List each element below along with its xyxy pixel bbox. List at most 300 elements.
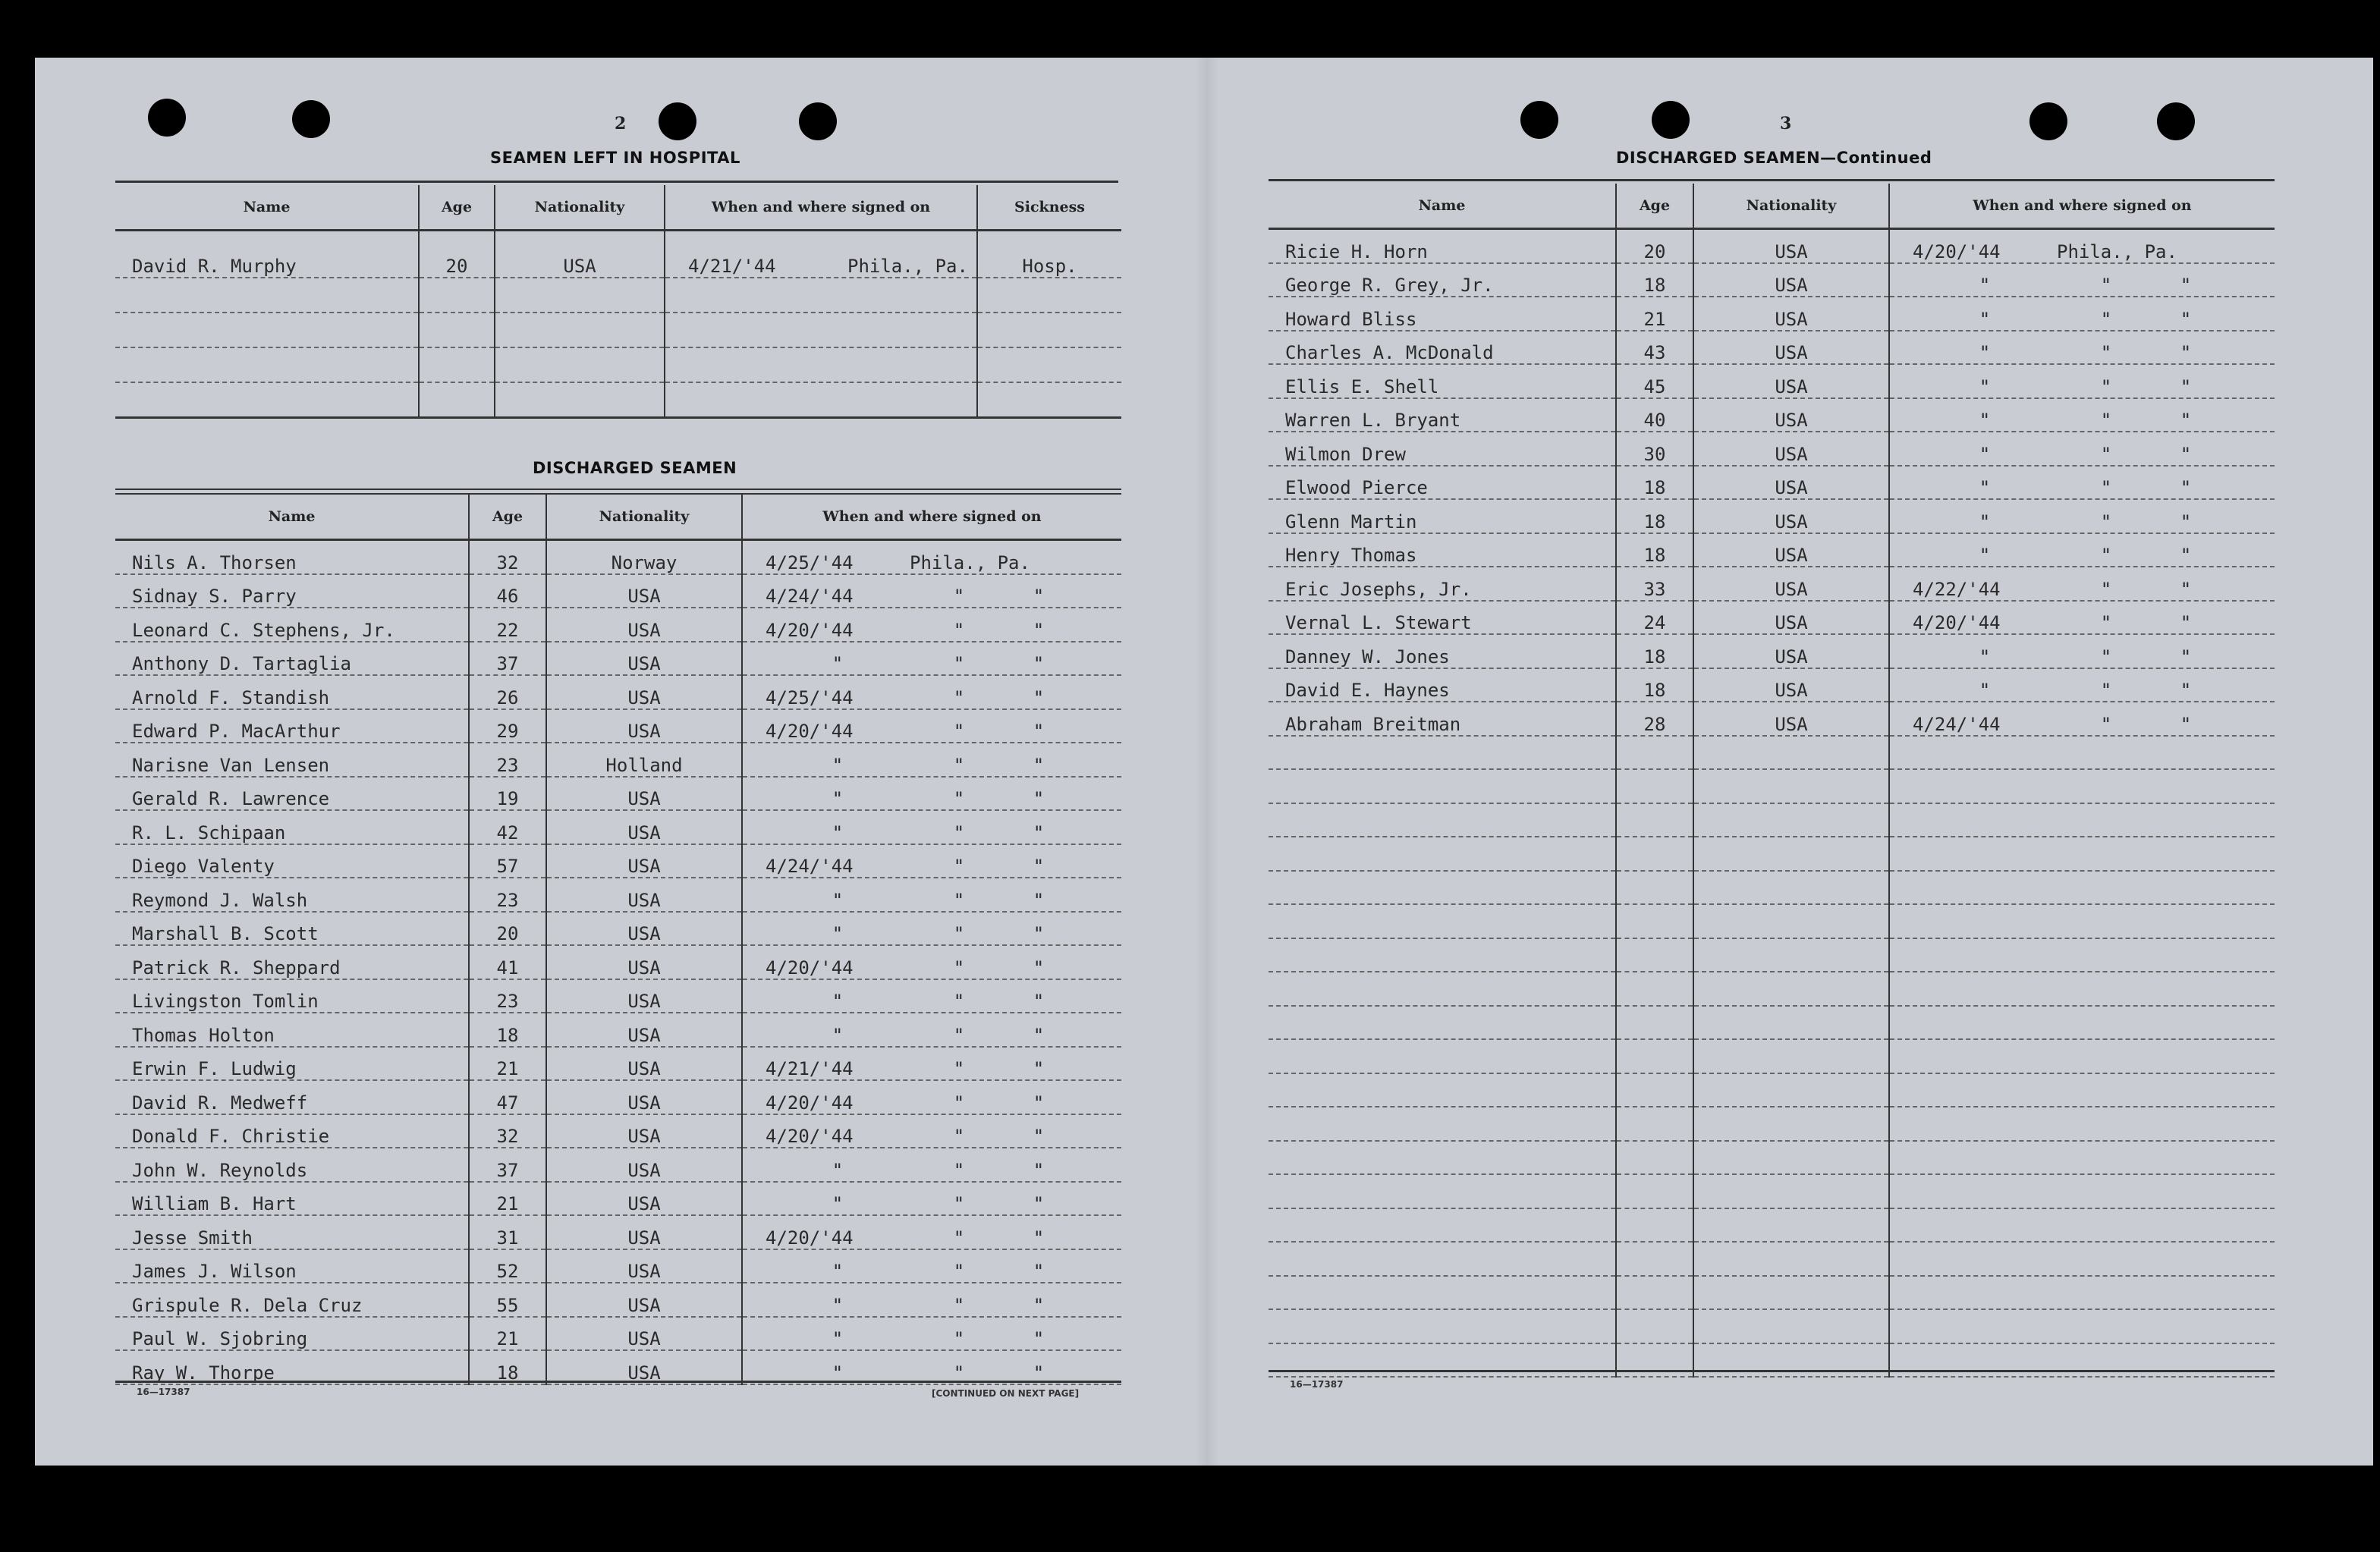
table-row <box>115 945 1121 979</box>
seaman-nationality: Norway <box>546 540 742 574</box>
signed-state: " <box>1033 822 1045 844</box>
seaman-name <box>1269 837 1616 871</box>
signed-on <box>1889 466 2275 500</box>
signed-on <box>742 1114 1121 1148</box>
signed-date: " <box>832 1024 844 1046</box>
signed-date: 4/22/'44 <box>1913 578 2001 600</box>
seaman-nationality: USA <box>546 979 742 1013</box>
seaman-nationality <box>1693 803 1889 837</box>
signed-place: " <box>953 822 965 844</box>
punch-hole <box>1520 101 1558 139</box>
seaman-nationality: USA <box>546 574 742 608</box>
seaman-age: 19 <box>469 777 546 811</box>
table-row <box>115 912 1121 946</box>
table-row <box>1269 1174 2275 1208</box>
signed-on <box>1889 499 2275 533</box>
signed-date: " <box>832 1261 844 1282</box>
signed-state: " <box>2180 713 2192 735</box>
signed-on <box>742 608 1121 642</box>
seaman-age: 37 <box>469 1148 546 1182</box>
seaman-nationality <box>1693 1039 1889 1073</box>
signed-on <box>1889 297 2275 331</box>
signed-on <box>742 878 1121 912</box>
table-row <box>1269 601 2275 635</box>
seaman-name: Elwood Pierce <box>1269 466 1616 500</box>
table-row <box>115 1283 1121 1317</box>
table-row <box>1269 1242 2275 1276</box>
signed-state: " <box>1033 1058 1045 1079</box>
seaman-nationality: USA <box>546 1148 742 1182</box>
signed-on <box>742 1249 1121 1283</box>
seaman-nationality: Holland <box>546 743 742 777</box>
table-row <box>1269 972 2275 1006</box>
seaman-age: 18 <box>469 1013 546 1047</box>
seaman-age: 20 <box>1616 229 1693 263</box>
seaman-name: Abraham Breitman <box>1269 702 1616 736</box>
table-row <box>115 540 1121 574</box>
seaman-nationality <box>1693 904 1889 938</box>
table-row <box>115 382 1121 418</box>
table-row <box>115 1047 1121 1081</box>
seaman-name <box>1269 1174 1616 1208</box>
continued-note: [CONTINUED ON NEXT PAGE] <box>932 1388 1080 1399</box>
seaman-name <box>1269 736 1616 770</box>
signed-on <box>1889 1039 2275 1073</box>
discharged-table <box>115 495 1121 1385</box>
right-top-rule <box>1269 179 2275 181</box>
table-row <box>115 777 1121 811</box>
seaman-nationality: USA <box>546 945 742 979</box>
signed-date: " <box>832 653 844 674</box>
col-header-name: Name <box>1269 184 1616 229</box>
seaman-nationality: USA <box>546 1114 742 1148</box>
table-row <box>115 844 1121 878</box>
seaman-nationality <box>1693 736 1889 770</box>
table-row <box>1269 1309 2275 1343</box>
seaman-age <box>1616 1006 1693 1040</box>
signed-place: " <box>953 721 965 742</box>
seaman-name: Leonard C. Stephens, Jr. <box>115 608 469 642</box>
signed-date: " <box>832 788 844 809</box>
table-row <box>115 1182 1121 1216</box>
signed-date: 4/25/'44 <box>766 686 854 708</box>
signed-state: " <box>1033 1193 1045 1214</box>
table-row <box>1269 364 2275 398</box>
punch-hole <box>292 100 330 138</box>
signed-on <box>1889 432 2275 466</box>
table-row <box>1269 1276 2275 1310</box>
punch-hole <box>148 99 186 137</box>
signed-place: " <box>2100 410 2112 431</box>
col-header-name: Name <box>115 495 469 540</box>
seaman-age: 22 <box>469 608 546 642</box>
table-row <box>1269 769 2275 803</box>
seaman-name: Thomas Holton <box>115 1013 469 1047</box>
seaman-nationality: USA <box>1693 567 1889 601</box>
table-row <box>1269 871 2275 905</box>
seaman-nationality: USA <box>546 1080 742 1114</box>
signed-state: " <box>2180 646 2192 668</box>
form-number-left: 16—17387 <box>137 1387 190 1397</box>
signed-place: " <box>953 1328 965 1349</box>
col-header-sickness: Sickness <box>977 185 1121 231</box>
signed-date: " <box>1979 275 1991 296</box>
seaman-age: 18 <box>1616 499 1693 533</box>
seaman-age: 31 <box>469 1215 546 1249</box>
signed-on <box>1889 1208 2275 1243</box>
signed-place: " <box>2100 375 2112 397</box>
signed-place: " <box>2100 680 2112 701</box>
signed-state: " <box>1033 991 1045 1012</box>
signed-state: " <box>2180 342 2192 363</box>
signed-on <box>742 574 1121 608</box>
seaman-age: 32 <box>469 540 546 574</box>
table-row <box>1269 837 2275 871</box>
discharged-continued-table <box>1269 184 2275 1378</box>
seaman-age <box>1616 1208 1693 1243</box>
col-header-age: Age <box>1616 184 1693 229</box>
signed-place: " <box>2100 511 2112 533</box>
signed-on <box>742 540 1121 574</box>
signed-date: " <box>1979 477 1991 498</box>
seaman-name <box>1269 1208 1616 1243</box>
signed-place: " <box>953 586 965 607</box>
seaman-age: 57 <box>469 844 546 878</box>
table-row <box>1269 702 2275 736</box>
seaman-name: Arnold F. Standish <box>115 675 469 709</box>
signed-on <box>1889 1141 2275 1175</box>
signed-date: 4/20/'44 <box>1913 612 2001 633</box>
signed-place: " <box>2100 545 2112 566</box>
signed-on <box>1889 769 2275 803</box>
signed-state: " <box>2180 375 2192 397</box>
table-row <box>1269 1141 2275 1175</box>
seaman-age <box>1616 1039 1693 1073</box>
form-number-right: 16—17387 <box>1290 1379 1344 1390</box>
table-row <box>1269 634 2275 668</box>
signed-state: " <box>2180 612 2192 633</box>
signed-state: " <box>1033 1328 1045 1349</box>
signed-date: " <box>832 1328 844 1349</box>
seaman-nationality: USA <box>1693 297 1889 331</box>
hospital-table <box>115 185 1121 419</box>
signed-place: " <box>953 1362 965 1384</box>
signed-place: " <box>953 788 965 809</box>
table-row <box>1269 533 2275 567</box>
punch-hole <box>659 102 696 140</box>
seaman-name: David R. Medweff <box>115 1080 469 1114</box>
signed-on <box>1889 1242 2275 1276</box>
col-header-nationality: Nationality <box>546 495 742 540</box>
seaman-name: Anthony D. Tartaglia <box>115 642 469 676</box>
signed-on <box>1889 1276 2275 1310</box>
signed-state: " <box>1033 1362 1045 1384</box>
signed-on <box>1889 904 2275 938</box>
seaman-age: 20 <box>419 231 495 278</box>
seaman-age <box>1616 803 1693 837</box>
signed-on <box>1889 702 2275 736</box>
seaman-name: Grispule R. Dela Cruz <box>115 1283 469 1317</box>
signed-on <box>742 1350 1121 1384</box>
table-row <box>115 1350 1121 1384</box>
seaman-nationality: USA <box>1693 331 1889 365</box>
seaman-nationality <box>1693 1276 1889 1310</box>
table-row <box>115 642 1121 676</box>
seaman-nationality: USA <box>1693 668 1889 702</box>
seaman-name <box>1269 1039 1616 1073</box>
seaman-age <box>1616 736 1693 770</box>
seaman-name: William B. Hart <box>115 1182 469 1216</box>
punch-hole <box>2157 102 2195 140</box>
table-row <box>1269 938 2275 972</box>
seaman-age: 41 <box>469 945 546 979</box>
seaman-name: Henry Thomas <box>1269 533 1616 567</box>
signed-date: " <box>1979 342 1991 363</box>
signed-on <box>742 912 1121 946</box>
seaman-age <box>1616 1107 1693 1141</box>
signed-date: " <box>1979 545 1991 566</box>
seaman-name: Ricie H. Horn <box>1269 229 1616 263</box>
seaman-age: 37 <box>469 642 546 676</box>
left-bottom-rule <box>115 1381 1121 1383</box>
seaman-age <box>1616 938 1693 972</box>
seaman-nationality: USA <box>1693 398 1889 432</box>
table-row <box>115 313 1121 347</box>
table-row <box>1269 1107 2275 1141</box>
seaman-nationality: USA <box>1693 533 1889 567</box>
signed-date: " <box>832 1159 844 1181</box>
seaman-age: 40 <box>1616 398 1693 432</box>
signed-state: " <box>1033 889 1045 911</box>
signed-place: " <box>953 1126 965 1147</box>
signed-date: " <box>832 822 844 844</box>
seaman-age: 21 <box>1616 297 1693 331</box>
seaman-age: 21 <box>469 1047 546 1081</box>
signed-on <box>742 1047 1121 1081</box>
seaman-name: Wilmon Drew <box>1269 432 1616 466</box>
seaman-name <box>1269 938 1616 972</box>
signed-on <box>1889 803 2275 837</box>
signed-on <box>742 979 1121 1013</box>
seaman-name: R. L. Schipaan <box>115 810 469 844</box>
seaman-name: Narisne Van Lensen <box>115 743 469 777</box>
table-row <box>115 1080 1121 1114</box>
signed-state: " <box>1033 619 1045 641</box>
signed-date: " <box>832 1294 844 1316</box>
seaman-nationality: USA <box>546 1047 742 1081</box>
table-row <box>115 979 1121 1013</box>
signed-state: " <box>2180 308 2192 330</box>
signed-state: " <box>1033 957 1045 979</box>
table-row <box>115 1148 1121 1182</box>
seaman-nationality <box>1693 837 1889 871</box>
signed-date: 4/20/'44 <box>766 721 854 742</box>
signed-on <box>742 1182 1121 1216</box>
signed-date: " <box>1979 680 1991 701</box>
signed-on <box>1889 938 2275 972</box>
table-row <box>115 278 1121 313</box>
signed-on <box>1889 972 2275 1006</box>
seaman-age <box>1616 1174 1693 1208</box>
seaman-name <box>1269 871 1616 905</box>
signed-on <box>1889 229 2275 263</box>
signed-state: " <box>1033 586 1045 607</box>
seaman-nationality <box>1693 972 1889 1006</box>
punch-hole <box>799 102 837 140</box>
col-header-signed-on: When and where signed on <box>665 185 977 231</box>
seaman-name <box>1269 904 1616 938</box>
seaman-name <box>1269 803 1616 837</box>
signed-state: " <box>1033 1261 1045 1282</box>
signed-on <box>742 1215 1121 1249</box>
seaman-name: Glenn Martin <box>1269 499 1616 533</box>
page-fold <box>1196 58 1218 1466</box>
seaman-nationality: USA <box>546 777 742 811</box>
seaman-age: 32 <box>469 1114 546 1148</box>
seaman-nationality <box>1693 1107 1889 1141</box>
signed-place: " <box>2100 713 2112 735</box>
seaman-name: Gerald R. Lawrence <box>115 777 469 811</box>
seaman-nationality: USA <box>546 608 742 642</box>
table-row <box>1269 398 2275 432</box>
signed-state: " <box>1033 686 1045 708</box>
seaman-nationality: USA <box>546 1215 742 1249</box>
col-header-nationality: Nationality <box>1693 184 1889 229</box>
discharged-section-title: DISCHARGED SEAMEN <box>533 459 737 477</box>
seaman-age <box>1616 871 1693 905</box>
seaman-age <box>1616 1309 1693 1343</box>
seaman-name: David R. Murphy <box>115 231 419 278</box>
signed-place: " <box>953 856 965 877</box>
signed-on <box>742 1317 1121 1351</box>
title-continued: —Continued <box>1820 149 1932 167</box>
signed-on <box>1889 263 2275 297</box>
seaman-nationality: USA <box>1693 432 1889 466</box>
seaman-name: Edward P. MacArthur <box>115 709 469 743</box>
signed-on <box>1889 736 2275 770</box>
signed-on <box>1889 1174 2275 1208</box>
seaman-nationality: USA <box>546 810 742 844</box>
seaman-name: Jesse Smith <box>115 1215 469 1249</box>
seaman-nationality: USA <box>546 1350 742 1384</box>
signed-date: 4/24/'44 <box>1913 713 2001 735</box>
signed-place: " <box>953 957 965 979</box>
seaman-nationality <box>1693 1141 1889 1175</box>
signed-state: " <box>1033 788 1045 809</box>
signed-place: " <box>953 1024 965 1046</box>
signed-place: " <box>2100 443 2112 465</box>
signed-place: " <box>2100 646 2112 668</box>
signed-place: " <box>953 653 965 674</box>
seaman-name: Warren L. Bryant <box>1269 398 1616 432</box>
signed-date: " <box>1979 646 1991 668</box>
signed-state: " <box>2180 410 2192 431</box>
signed-date: " <box>832 923 844 944</box>
seaman-name <box>1269 1006 1616 1040</box>
seaman-nationality: USA <box>1693 466 1889 500</box>
hospital-top-rule <box>115 181 1118 183</box>
seaman-name: George R. Grey, Jr. <box>1269 263 1616 297</box>
signed-date: 4/20/'44 <box>766 1092 854 1114</box>
table-row <box>1269 803 2275 837</box>
signed-on <box>1889 837 2275 871</box>
signed-state: " <box>1033 1159 1045 1181</box>
seaman-nationality <box>1693 1006 1889 1040</box>
signed-place: " <box>953 991 965 1012</box>
signed-state: " <box>1033 856 1045 877</box>
seaman-age: 55 <box>469 1283 546 1317</box>
seaman-age: 33 <box>1616 567 1693 601</box>
table-row <box>115 810 1121 844</box>
signed-on <box>742 675 1121 709</box>
signed-on <box>742 1080 1121 1114</box>
signed-on <box>742 709 1121 743</box>
seaman-nationality: USA <box>546 1249 742 1283</box>
seaman-name: John W. Reynolds <box>115 1148 469 1182</box>
seaman-age: 47 <box>469 1080 546 1114</box>
seaman-age: 18 <box>1616 668 1693 702</box>
signed-state: " <box>1033 1294 1045 1316</box>
signed-place: " <box>953 1294 965 1316</box>
signed-state: " <box>2180 275 2192 296</box>
signed-on <box>1889 398 2275 432</box>
table-row <box>1269 466 2275 500</box>
signed-place: " <box>953 923 965 944</box>
signed-state: " <box>1033 923 1045 944</box>
signed-date: " <box>1979 375 1991 397</box>
seaman-nationality <box>1693 1309 1889 1343</box>
table-row <box>1269 1039 2275 1073</box>
seaman-nationality: USA <box>495 231 665 278</box>
seaman-age <box>1616 972 1693 1006</box>
signed-place: " <box>953 1092 965 1114</box>
seaman-name: Sidnay S. Parry <box>115 574 469 608</box>
table-row <box>1269 1006 2275 1040</box>
seaman-age: 23 <box>469 979 546 1013</box>
signed-place: " <box>953 889 965 911</box>
seaman-nationality: USA <box>546 1013 742 1047</box>
signed-state: " <box>2180 443 2192 465</box>
seaman-age: 18 <box>1616 466 1693 500</box>
table-row <box>115 231 1121 278</box>
seaman-name: Paul W. Sjobring <box>115 1317 469 1351</box>
seaman-age: 30 <box>1616 432 1693 466</box>
seaman-age: 21 <box>469 1317 546 1351</box>
table-row <box>1269 499 2275 533</box>
signed-state: " <box>1033 1024 1045 1046</box>
table-row <box>1269 432 2275 466</box>
seaman-name: Ray W. Thorpe <box>115 1350 469 1384</box>
seaman-age <box>1616 769 1693 803</box>
signed-on <box>742 777 1121 811</box>
seaman-age: 18 <box>1616 533 1693 567</box>
signed-state: " <box>1033 1227 1045 1249</box>
signed-on <box>1889 567 2275 601</box>
signed-date: 4/24/'44 <box>766 586 854 607</box>
seaman-name <box>1269 1309 1616 1343</box>
col-header-age: Age <box>419 185 495 231</box>
punch-hole <box>1652 101 1690 139</box>
seaman-age: 46 <box>469 574 546 608</box>
signed-on <box>742 844 1121 878</box>
discharged-top-rule <box>115 489 1121 495</box>
seaman-age: 28 <box>1616 702 1693 736</box>
col-header-signed-on: When and where signed on <box>742 495 1121 540</box>
signed-on <box>1889 1107 2275 1141</box>
signed-on <box>1889 331 2275 365</box>
table-row <box>1269 668 2275 702</box>
seaman-nationality: USA <box>546 878 742 912</box>
